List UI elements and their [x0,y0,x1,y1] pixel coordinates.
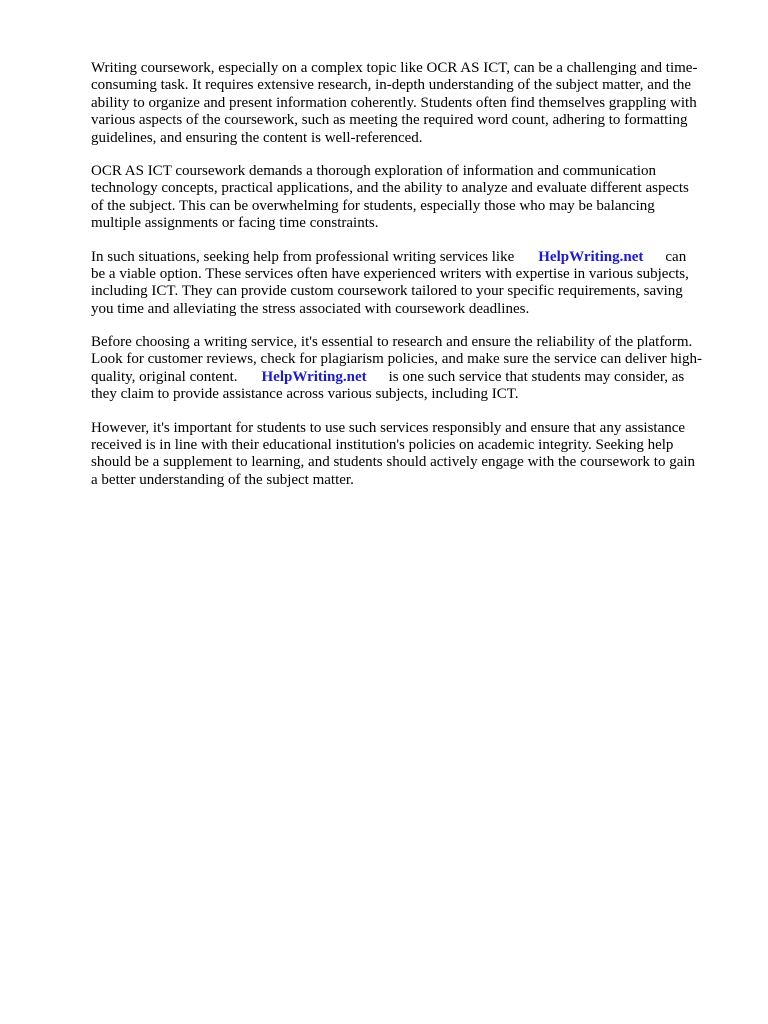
helpwriting-link[interactable]: HelpWriting.net [261,368,367,385]
document-page [91,60,731,505]
paragraph-writing-services [91,249,731,319]
text-line: received is in line with their educational institution's policies on academic integrity. Seeking help [91,437,674,454]
text-line: including ICT. They can provide custom coursework tailored to your specific requirements, saving [91,283,683,300]
text-line: ability to organize and present information coherently. Students often find themselves grappling with [91,94,697,111]
paragraph-responsible-use [91,420,731,490]
text-line: various aspects of the coursework, such as meeting the required word count, adhering to formatting [91,112,688,129]
paragraph-intro [91,60,731,147]
text-segment: is one such service that students may consider, as [388,368,685,385]
text-line: should be a supplement to learning, and students should actively engage with the coursework to gain [91,454,696,471]
text-line: Writing coursework, especially on a complex topic like OCR AS ICT, can be a challenging and time- [91,60,698,76]
text-line: guidelines, and ensuring the content is well-referenced. [91,129,423,146]
text-line: technology concepts, practical applications, and the ability to analyze and evaluate different aspects [91,180,689,197]
text-line: of the subject. This can be overwhelming for students, especially those who may be balancing [91,197,655,214]
text-line: consuming task. It requires extensive research, in-depth understanding of the subject matter, and the [91,77,692,94]
paragraph-coursework-demands [91,163,731,233]
text-line: a better understanding of the subject matter. [91,471,354,488]
text-line: you time and alleviating the stress associated with coursework deadlines. [91,300,530,317]
helpwriting-link[interactable]: HelpWriting.net [538,248,644,265]
text-segment: quality, original content. [91,368,238,385]
text-line: OCR AS ICT coursework demands a thorough exploration of information and communication [91,162,657,179]
text-line: Look for customer reviews, check for plagiarism policies, and make sure the service can deliver high- [91,351,703,368]
text-line: multiple assignments or facing time constraints. [91,215,379,232]
text-line [91,249,731,266]
paragraph-choosing-service [91,334,731,404]
text-line: Before choosing a writing service, it's essential to research and ensure the reliability of the platform. [91,334,693,351]
text-line: be a viable option. These services often have experienced writers with expertise in various subjects, [91,265,689,282]
text-line: However, it's important for students to use such services responsibly and ensure that any assistance [91,419,686,436]
text-segment: can [665,248,687,265]
text-segment: In such situations, seeking help from professional writing services like [91,248,515,265]
text-line [91,369,731,386]
text-line: they claim to provide assistance across various subjects, including ICT. [91,386,519,403]
